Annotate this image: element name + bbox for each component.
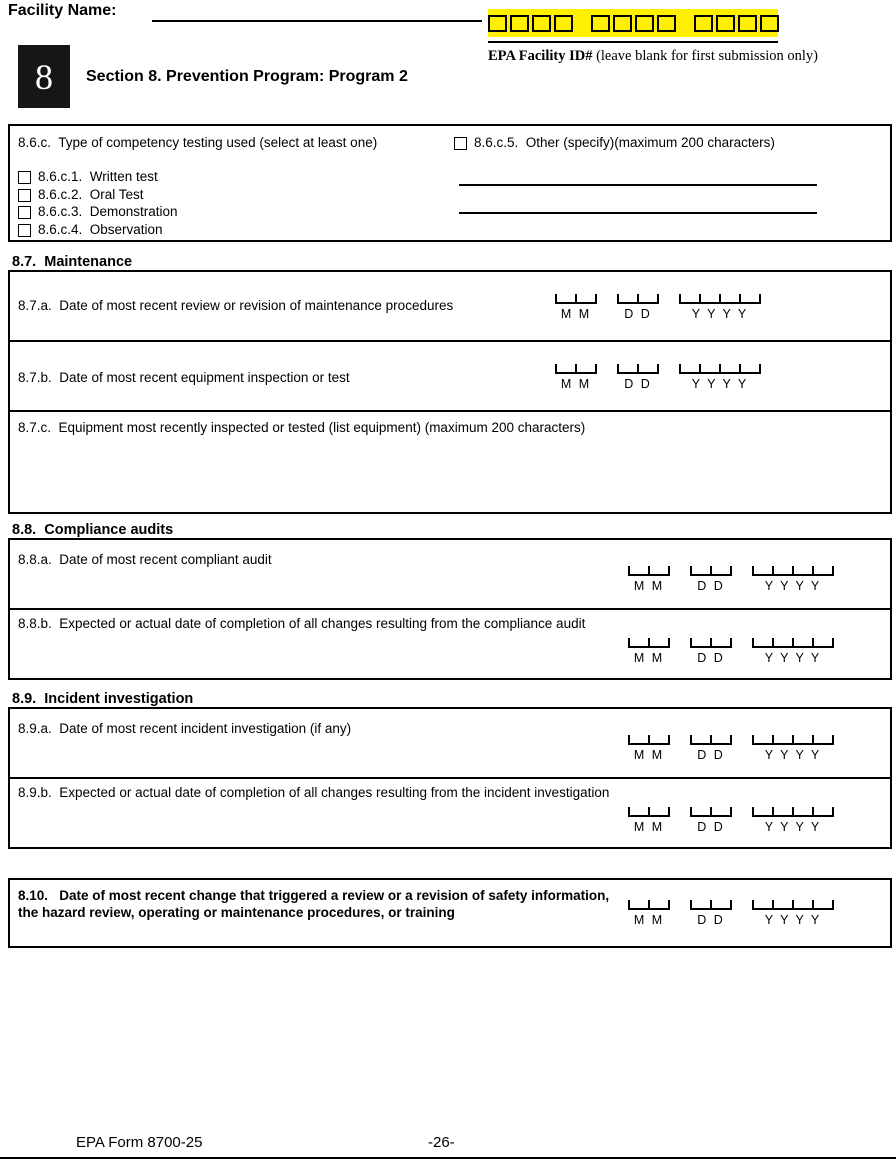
month-label: M M: [633, 913, 665, 927]
day-group: [617, 294, 659, 321]
year-comb[interactable]: [752, 735, 834, 745]
option-8-6-c-2: [18, 187, 178, 204]
digit-cell[interactable]: [739, 294, 761, 304]
day-comb[interactable]: [690, 566, 732, 576]
day-group: [690, 900, 732, 927]
date-field-8-9-b[interactable]: [628, 807, 834, 834]
year-group: [752, 638, 834, 665]
month-group: [628, 638, 670, 665]
row-8-8-b: [8, 608, 892, 680]
year-label: Y Y Y Y: [764, 820, 822, 834]
digit-cell[interactable]: [637, 294, 659, 304]
digit-cell[interactable]: [752, 807, 772, 817]
day-group: [690, 807, 732, 834]
epa-id-group-1[interactable]: [488, 15, 573, 32]
row-8-9-a: [8, 707, 892, 779]
year-group: [752, 566, 834, 593]
month-group: [628, 807, 670, 834]
digit-cell[interactable]: [657, 15, 676, 32]
heading-8-8: 8.8. Compliance audits: [12, 522, 174, 538]
row-8-7-a: [8, 270, 892, 342]
label-8-8-b: 8.8.b. Expected or actual date of completion of all changes resulting from the compliance audit: [18, 616, 586, 631]
digit-cell[interactable]: [738, 15, 757, 32]
month-label: M M: [633, 651, 665, 665]
year-group: [679, 294, 761, 321]
digit-cell[interactable]: [772, 807, 792, 817]
digit-cell[interactable]: [710, 900, 732, 910]
year-label: Y Y Y Y: [691, 307, 749, 321]
digit-cell[interactable]: [679, 294, 699, 304]
day-comb[interactable]: [690, 807, 732, 817]
day-comb[interactable]: [690, 638, 732, 648]
epa-id-caption: [488, 48, 818, 65]
digit-cell[interactable]: [772, 735, 792, 745]
digit-cell[interactable]: [575, 294, 597, 304]
day-group: [690, 638, 732, 665]
digit-cell[interactable]: [637, 364, 659, 374]
day-comb[interactable]: [617, 364, 659, 374]
option-8-6-c-5-label: 8.6.c.5. Other (specify)(maximum 200 characters): [474, 135, 775, 150]
month-group: [555, 294, 597, 321]
other-specify-line-1[interactable]: [459, 184, 817, 186]
digit-cell[interactable]: [716, 15, 735, 32]
section-8-7-box: [8, 270, 892, 514]
date-field-8-8-b[interactable]: [628, 638, 834, 665]
digit-cell[interactable]: [792, 900, 812, 910]
digit-cell[interactable]: [690, 735, 710, 745]
day-group: [690, 566, 732, 593]
date-field-8-10[interactable]: [628, 900, 834, 927]
digit-cell[interactable]: [648, 638, 670, 648]
digit-cell[interactable]: [752, 900, 772, 910]
year-label: Y Y Y Y: [764, 579, 822, 593]
day-label: D D: [697, 820, 725, 834]
digit-cell[interactable]: [792, 807, 812, 817]
page-bottom-rule: [0, 1157, 896, 1159]
section-8-9-box: [8, 707, 892, 849]
year-group: [679, 364, 761, 391]
month-comb[interactable]: [555, 364, 597, 374]
digit-cell[interactable]: [812, 638, 834, 648]
row-8-8-a: [8, 538, 892, 610]
day-group: [690, 735, 732, 762]
digit-cell[interactable]: [555, 294, 575, 304]
epa-id-underline: [488, 41, 778, 43]
digit-cell[interactable]: [710, 566, 732, 576]
digit-cell[interactable]: [690, 638, 710, 648]
date-field-8-7-a[interactable]: [555, 294, 761, 321]
section-title: Section 8. Prevention Program: Program 2: [86, 67, 408, 85]
day-comb[interactable]: [690, 900, 732, 910]
year-comb[interactable]: [679, 294, 761, 304]
digit-cell[interactable]: [628, 900, 648, 910]
digit-cell[interactable]: [792, 735, 812, 745]
digit-cell[interactable]: [812, 807, 834, 817]
date-field-8-8-a[interactable]: [628, 566, 834, 593]
digit-cell[interactable]: [690, 900, 710, 910]
year-group: [752, 735, 834, 762]
digit-cell[interactable]: [575, 364, 597, 374]
digit-cell[interactable]: [812, 735, 834, 745]
digit-cell[interactable]: [772, 900, 792, 910]
year-comb[interactable]: [679, 364, 761, 374]
year-comb[interactable]: [752, 807, 834, 817]
facility-name-input[interactable]: [152, 1, 482, 22]
digit-cell[interactable]: [532, 15, 551, 32]
digit-cell[interactable]: [812, 566, 834, 576]
digit-cell[interactable]: [628, 566, 648, 576]
year-comb[interactable]: [752, 566, 834, 576]
day-label: D D: [624, 377, 652, 391]
digit-cell[interactable]: [719, 364, 739, 374]
day-label: D D: [697, 748, 725, 762]
digit-cell[interactable]: [690, 807, 710, 817]
option-8-6-c-4-label: 8.6.c.4. Observation: [38, 221, 163, 237]
year-label: Y Y Y Y: [764, 913, 822, 927]
digit-cell[interactable]: [710, 638, 732, 648]
digit-cell[interactable]: [710, 735, 732, 745]
option-8-6-c-2-label: 8.6.c.2. Oral Test: [38, 186, 144, 202]
month-comb[interactable]: [628, 566, 670, 576]
month-group: [628, 900, 670, 927]
row-8-9-b: [8, 777, 892, 849]
digit-cell[interactable]: [752, 566, 772, 576]
digit-cell[interactable]: [617, 364, 637, 374]
digit-cell[interactable]: [760, 15, 779, 32]
other-specify-line-2[interactable]: [459, 212, 817, 214]
digit-cell[interactable]: [690, 566, 710, 576]
epa-id-caption-bold: EPA Facility ID#: [488, 48, 593, 64]
checkbox-8-6-c-1[interactable]: [18, 171, 31, 184]
heading-8-7: 8.7. Maintenance: [12, 254, 133, 270]
digit-cell[interactable]: [772, 566, 792, 576]
section-8-10-box: [8, 878, 892, 948]
option-8-6-c-5: [454, 135, 775, 152]
date-field-8-9-a[interactable]: [628, 735, 834, 762]
label-8-8-a: 8.8.a. Date of most recent compliant audit: [18, 552, 272, 567]
date-field-8-7-b[interactable]: [555, 364, 761, 391]
day-comb[interactable]: [690, 735, 732, 745]
option-8-6-c-1-label: 8.6.c.1. Written test: [38, 169, 158, 184]
digit-cell[interactable]: [792, 638, 812, 648]
digit-cell[interactable]: [635, 15, 654, 32]
checkbox-8-6-c-3[interactable]: [18, 206, 31, 219]
digit-cell[interactable]: [510, 15, 529, 32]
digit-cell[interactable]: [679, 364, 699, 374]
facility-name-label: Facility Name:: [8, 2, 117, 19]
day-label: D D: [697, 579, 725, 593]
day-label: D D: [697, 651, 725, 665]
label-8-10: 8.10. Date of most recent change that triggered a review or a revision of safety information, the hazard review, operating or maintenance procedures, or training: [18, 888, 613, 920]
digit-cell[interactable]: [591, 15, 610, 32]
month-comb[interactable]: [628, 807, 670, 817]
checkbox-8-6-c-2[interactable]: [18, 189, 31, 202]
page-number: -26-: [428, 1134, 455, 1151]
month-group: [555, 364, 597, 391]
year-label: Y Y Y Y: [764, 651, 822, 665]
section-8-8-box: [8, 538, 892, 680]
month-label: M M: [560, 377, 592, 391]
section-number-box: 8: [18, 45, 70, 108]
digit-cell[interactable]: [710, 807, 732, 817]
year-comb[interactable]: [752, 638, 834, 648]
year-comb[interactable]: [752, 900, 834, 910]
digit-cell[interactable]: [719, 294, 739, 304]
epa-facility-id-field[interactable]: [488, 9, 778, 37]
epa-id-group-2[interactable]: [591, 15, 676, 32]
day-group: [617, 364, 659, 391]
digit-cell[interactable]: [694, 15, 713, 32]
year-group: [752, 900, 834, 927]
form-number: EPA Form 8700-25: [76, 1134, 203, 1151]
month-label: M M: [633, 748, 665, 762]
day-label: D D: [697, 913, 725, 927]
month-label: M M: [560, 307, 592, 321]
digit-cell[interactable]: [739, 364, 761, 374]
q86c-prompt: 8.6.c. Type of competency testing used (select at least one): [18, 135, 378, 150]
digit-cell[interactable]: [648, 566, 670, 576]
day-label: D D: [624, 307, 652, 321]
digit-cell[interactable]: [752, 638, 772, 648]
digit-cell[interactable]: [699, 364, 719, 374]
label-8-9-a: 8.9.a. Date of most recent incident investigation (if any): [18, 721, 352, 736]
label-8-7-b: 8.7.b. Date of most recent equipment inspection or test: [18, 370, 350, 385]
question-8-6-c-box: [8, 124, 892, 242]
digit-cell[interactable]: [628, 807, 648, 817]
option-8-6-c-1: [18, 169, 178, 186]
month-comb[interactable]: [628, 638, 670, 648]
digit-cell[interactable]: [648, 735, 670, 745]
year-group: [752, 807, 834, 834]
month-comb[interactable]: [628, 735, 670, 745]
row-8-7-b: [8, 340, 892, 412]
digit-cell[interactable]: [617, 294, 637, 304]
digit-cell[interactable]: [772, 638, 792, 648]
digit-cell[interactable]: [648, 807, 670, 817]
heading-8-9: 8.9. Incident investigation: [12, 691, 194, 707]
month-comb[interactable]: [628, 900, 670, 910]
option-8-6-c-4: [18, 222, 178, 239]
month-group: [628, 735, 670, 762]
digit-cell[interactable]: [488, 15, 507, 32]
digit-cell[interactable]: [752, 735, 772, 745]
digit-cell[interactable]: [554, 15, 573, 32]
label-8-7-a: 8.7.a. Date of most recent review or revision of maintenance procedures: [18, 298, 454, 313]
digit-cell[interactable]: [792, 566, 812, 576]
month-group: [628, 566, 670, 593]
competency-option-list: [18, 169, 178, 238]
digit-cell[interactable]: [613, 15, 632, 32]
year-label: Y Y Y Y: [764, 748, 822, 762]
checkbox-8-6-c-5[interactable]: [454, 137, 467, 150]
epa-id-caption-note: (leave blank for first submission only): [592, 48, 818, 64]
digit-cell[interactable]: [628, 638, 648, 648]
digit-cell[interactable]: [555, 364, 575, 374]
year-label: Y Y Y Y: [691, 377, 749, 391]
digit-cell[interactable]: [812, 900, 834, 910]
epa-id-group-3[interactable]: [694, 15, 779, 32]
label-8-9-b: 8.9.b. Expected or actual date of completion of all changes resulting from the incident investigation: [18, 785, 610, 800]
label-8-7-c: 8.7.c. Equipment most recently inspected or tested (list equipment) (maximum 200 characters): [18, 420, 586, 435]
digit-cell[interactable]: [648, 900, 670, 910]
row-8-7-c[interactable]: [8, 410, 892, 514]
month-label: M M: [633, 579, 665, 593]
option-8-6-c-3: [18, 204, 178, 221]
month-label: M M: [633, 820, 665, 834]
day-comb[interactable]: [617, 294, 659, 304]
checkbox-8-6-c-4[interactable]: [18, 224, 31, 237]
digit-cell[interactable]: [628, 735, 648, 745]
option-8-6-c-3-label: 8.6.c.3. Demonstration: [38, 204, 178, 219]
month-comb[interactable]: [555, 294, 597, 304]
digit-cell[interactable]: [699, 294, 719, 304]
